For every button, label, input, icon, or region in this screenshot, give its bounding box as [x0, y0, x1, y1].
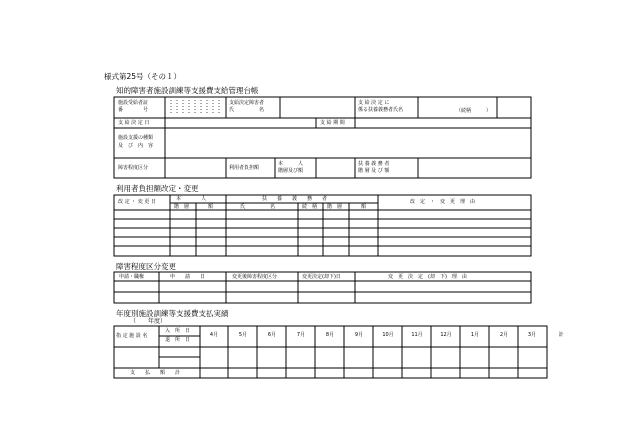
month-header: 3月	[527, 332, 537, 338]
facility-cert-label-2: 番 号	[118, 107, 149, 113]
class-col-decision: 変更決定(却下)日	[302, 274, 341, 280]
disabled-person-label-1: 支給決定障害者	[229, 100, 265, 106]
support-period-label: 支 給 期 間	[320, 120, 345, 126]
disabled-person-label-2: 氏 名	[229, 107, 265, 113]
user-burden-label: 利用者負担額	[229, 165, 260, 171]
burden-col-date: 改 定 ・ 変 更 日	[118, 199, 156, 205]
month-header: 11月	[411, 332, 423, 338]
burden-col-reason: 改 定 ・ 変 更 理 由	[410, 199, 476, 205]
month-header: 6月	[267, 332, 277, 338]
facility-cert-label-1: 施設受給者証	[118, 100, 149, 106]
burden-col-supporter-level: 階 層	[327, 204, 343, 210]
month-header: 9月	[354, 332, 364, 338]
form-number: 様式第25号（その１）	[104, 72, 182, 81]
class-change-heading: 障害程度区分変更	[116, 262, 176, 271]
burden-change-heading: 利用者負担額改定・変更	[116, 184, 199, 193]
class-col-date: 申 請 日	[170, 274, 206, 280]
exit-date-label: 退 所 日	[165, 337, 191, 343]
guardian-label-1: 支 給 決 定 に	[358, 100, 390, 106]
decision-date-label: 支 給 決 定 日	[118, 120, 150, 126]
certificate-number-dots	[168, 99, 223, 114]
enter-date-label: 入 所 日	[165, 328, 191, 334]
burden-col-person-level: 階 層	[174, 204, 190, 210]
burden-col-person: 本 人	[176, 196, 207, 202]
class-col-reason: 変 更 決 定 (却 下) 理 由	[388, 274, 467, 280]
ledger-title: 知的障害者施設訓練等支援費支給管理台帳	[116, 86, 259, 95]
supporter-level-label-2: 階 層 及 び 額	[358, 168, 390, 174]
month-header: 7月	[296, 332, 306, 338]
burden-col-name: 氏 名	[240, 204, 276, 210]
person-level-label-2: 階層及び額	[278, 168, 304, 174]
facility-name-label: 指 定 施 設 名	[116, 333, 148, 339]
month-header: 4月	[209, 332, 219, 338]
payment-total-label: 支 払 額 計	[130, 370, 181, 376]
relation-label: （続柄 ）	[456, 108, 492, 114]
month-header: 1月	[470, 332, 480, 338]
guardian-label-2: 係る扶養義務者氏名	[358, 107, 404, 113]
burden-col-person-amount: 額	[208, 204, 214, 210]
burden-col-relation: 続 柄	[302, 204, 318, 210]
payment-heading: 年度別施設訓練等支援費支払実績	[116, 309, 229, 318]
person-level-label-1: 本 人	[278, 161, 304, 167]
supporter-level-label-1: 扶 養 義 務 者	[358, 161, 390, 167]
month-header: 8月	[325, 332, 335, 338]
class-col-type: 申請・職権	[119, 274, 145, 280]
burden-col-supporter-amount: 額	[361, 204, 367, 210]
burden-col-supporter: 扶 養 義 務 者	[262, 196, 328, 202]
month-header: 10月	[382, 332, 394, 338]
service-type-label-1: 施設支援の種類	[118, 135, 154, 141]
service-type-label-2: 及 び 内 容	[118, 143, 154, 149]
disability-class-label: 障害程度区分	[118, 165, 149, 171]
month-header: 2月	[499, 332, 509, 338]
month-header: 12月	[440, 332, 452, 338]
fiscal-year-label: （ 年度）	[130, 318, 167, 325]
month-header: 5月	[238, 332, 248, 338]
total-header: 計	[558, 332, 564, 338]
class-col-after: 変更後障害程度区分	[232, 274, 278, 280]
